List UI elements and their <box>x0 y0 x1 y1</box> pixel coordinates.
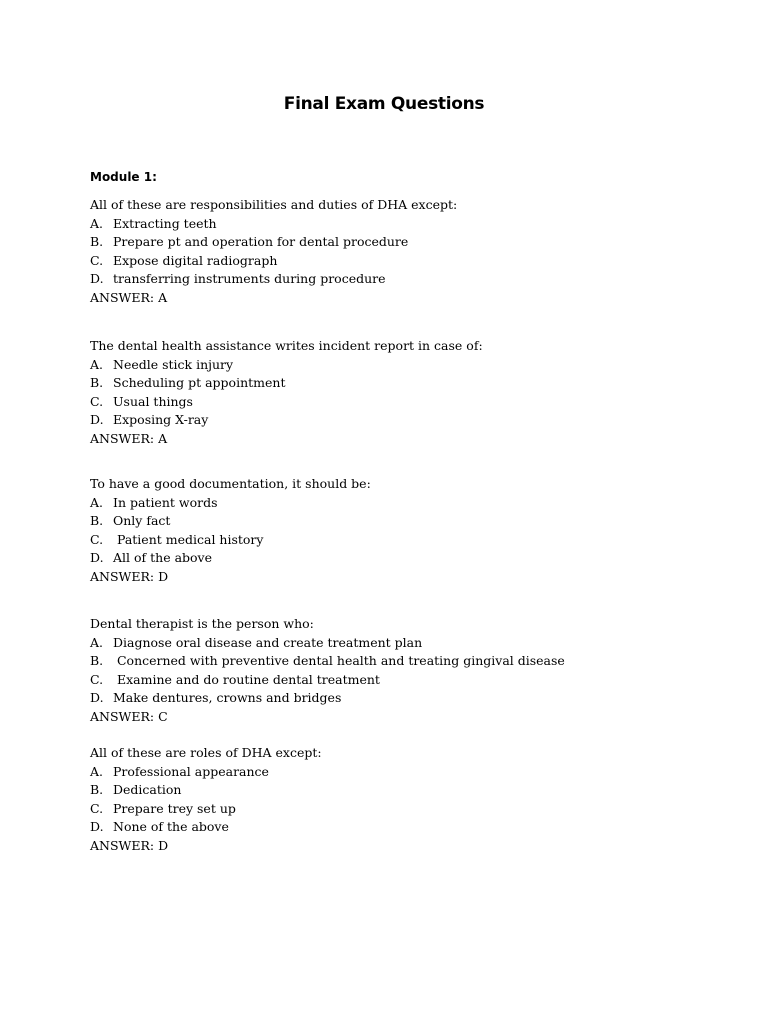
option-letter: A. <box>90 215 104 231</box>
option-text: In patient words <box>113 494 218 510</box>
option-text: Needle stick injury <box>113 356 234 372</box>
option-d <box>90 689 565 708</box>
module-heading: Module 1: <box>90 170 157 184</box>
option-letter: C. <box>90 671 104 687</box>
option-d <box>90 818 322 837</box>
option-text: transferring instruments during procedure <box>113 271 386 287</box>
option-letter: C. <box>90 252 104 268</box>
question-block <box>90 744 322 856</box>
option-text: Expose digital radiograph <box>113 252 278 268</box>
option-d <box>90 270 457 289</box>
option-text: Examine and do routine dental treatment <box>113 671 380 687</box>
option-letter: D. <box>90 271 104 287</box>
option-text: Prepare pt and operation for dental procedure <box>113 234 409 250</box>
option-text: Usual things <box>113 393 193 409</box>
option-text: Prepare trey set up <box>113 800 236 816</box>
option-c <box>90 252 457 271</box>
option-a <box>90 634 565 653</box>
option-d <box>90 549 371 568</box>
option-text: Make dentures, crowns and bridges <box>113 690 342 706</box>
option-letter: B. <box>90 375 104 391</box>
option-b <box>90 652 565 671</box>
option-letter: B. <box>90 234 104 250</box>
answer-line: ANSWER: A <box>90 430 168 446</box>
option-b <box>90 781 322 800</box>
option-a <box>90 494 371 513</box>
option-text: Scheduling pt appointment <box>113 375 286 391</box>
option-text: Concerned with preventive dental health and treating gingival disease <box>113 653 565 669</box>
option-letter: D. <box>90 819 104 835</box>
answer-line: ANSWER: D <box>90 837 169 853</box>
question-block <box>90 337 483 449</box>
option-letter: A. <box>90 634 104 650</box>
option-letter: C. <box>90 393 104 409</box>
option-text: Diagnose oral disease and create treatment plan <box>113 634 423 650</box>
option-letter: D. <box>90 550 104 566</box>
question-text: The dental health assistance writes incident report in case of: <box>90 338 483 353</box>
page-title: Final Exam Questions <box>283 94 485 114</box>
option-letter: B. <box>90 653 104 669</box>
option-text: None of the above <box>113 819 229 835</box>
option-b <box>90 233 457 252</box>
option-d <box>90 411 483 430</box>
option-text: All of the above <box>113 550 213 566</box>
option-letter: C. <box>90 800 104 816</box>
option-letter: A. <box>90 494 104 510</box>
question-block <box>90 615 565 727</box>
option-a <box>90 763 322 782</box>
option-letter: D. <box>90 690 104 706</box>
option-a <box>90 215 457 234</box>
option-b <box>90 512 371 531</box>
question-block <box>90 475 371 587</box>
question-block <box>90 196 457 308</box>
option-text: Only fact <box>113 513 171 529</box>
option-letter: A. <box>90 763 104 779</box>
option-c <box>90 671 565 690</box>
option-a <box>90 356 483 375</box>
option-b <box>90 374 483 393</box>
option-letter: D. <box>90 412 104 428</box>
option-c <box>90 531 371 550</box>
option-letter: B. <box>90 782 104 798</box>
option-letter: B. <box>90 513 104 529</box>
option-letter: A. <box>90 356 104 372</box>
option-text: Dedication <box>113 782 182 798</box>
option-letter: C. <box>90 531 104 547</box>
question-text: All of these are responsibilities and duties of DHA except: <box>90 197 458 212</box>
option-text: Extracting teeth <box>113 215 217 231</box>
answer-line: ANSWER: A <box>90 289 168 305</box>
question-text: Dental therapist is the person who: <box>90 616 314 631</box>
option-c <box>90 800 322 819</box>
option-text: Exposing X-ray <box>113 412 209 428</box>
option-c <box>90 393 483 412</box>
question-text: All of these are roles of DHA except: <box>90 745 322 760</box>
answer-line: ANSWER: D <box>90 568 169 584</box>
question-text: To have a good documentation, it should be: <box>90 476 371 491</box>
answer-line: ANSWER: C <box>90 708 168 724</box>
option-text: Professional appearance <box>113 763 269 779</box>
option-text: Patient medical history <box>113 531 264 547</box>
